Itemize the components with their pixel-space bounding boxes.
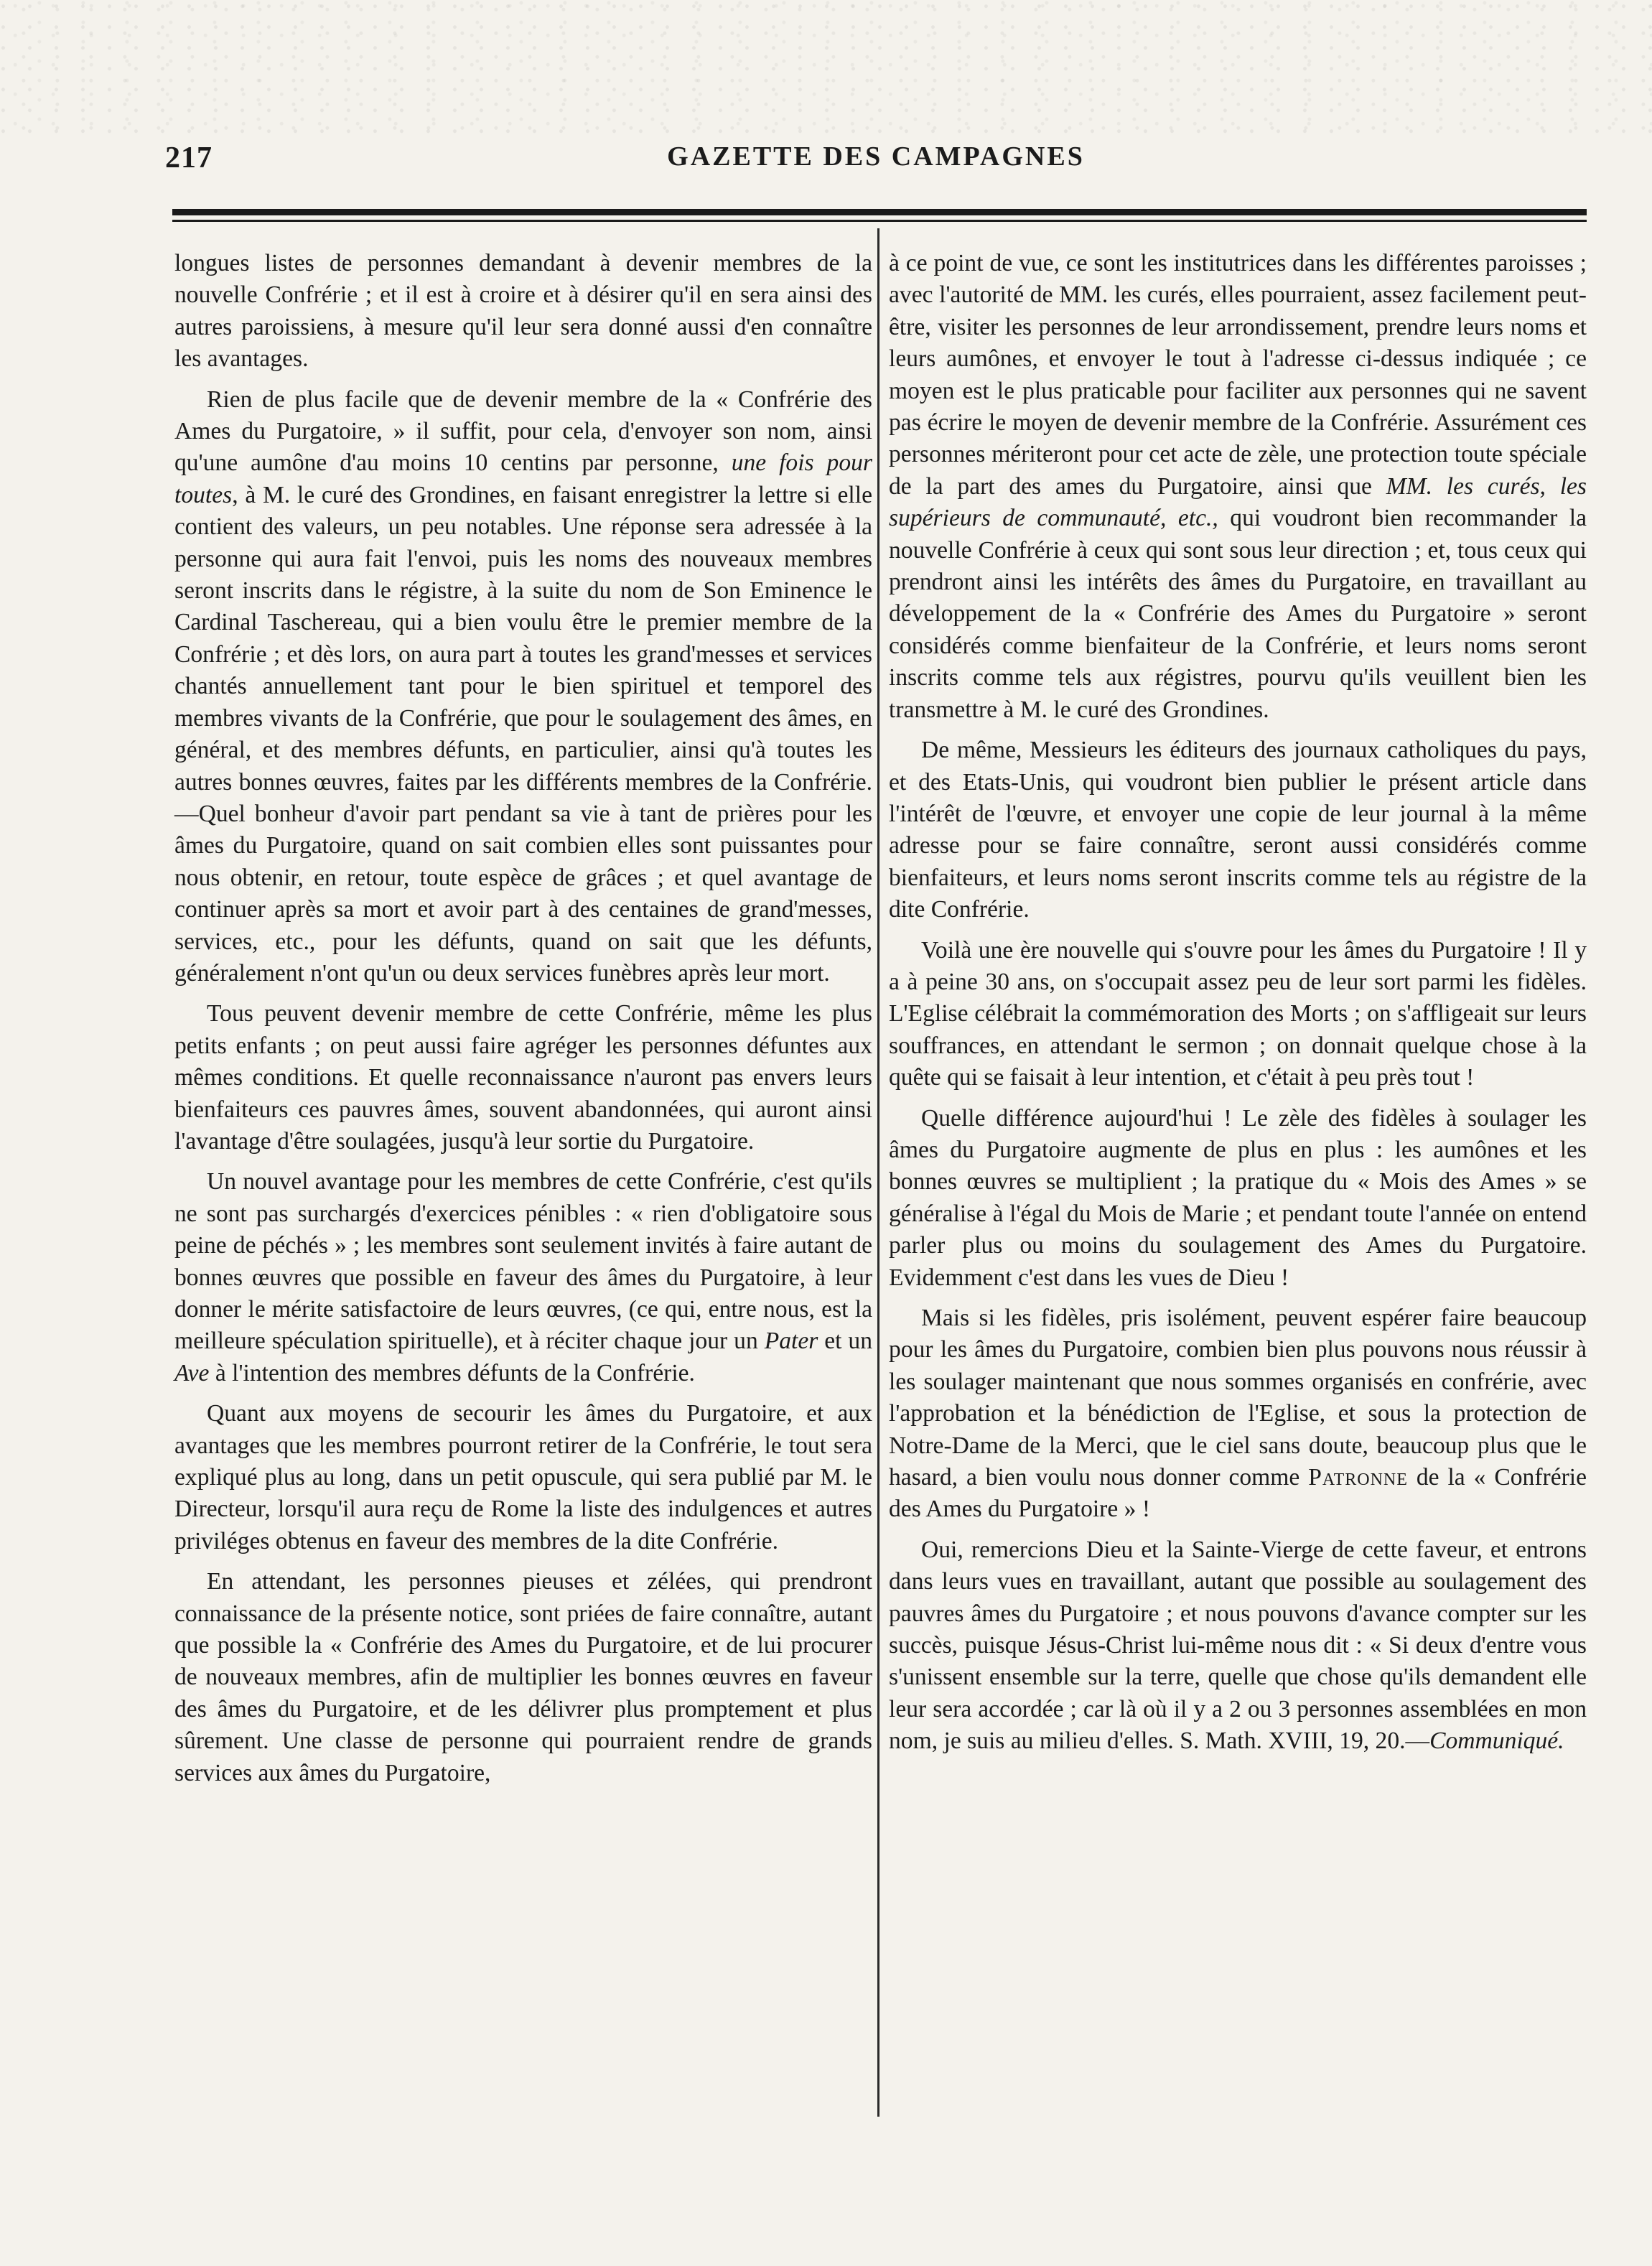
paragraph: De même, Messieurs les éditeurs des journaux catholiques du pays, et des Etats-Unis, qui voudront bien publier le présent article dans l'intérêt de l'œuvre, et envoyer une copie de leur journal à la même adresse pour se faire connaître, seront aussi considérés comme bienfaiteurs, et leurs noms seront inscrits comme tels au régistre de la dite Confrérie. xyxy=(889,737,1587,923)
small-caps-text: Patronne xyxy=(1308,1464,1408,1491)
right-column xyxy=(889,248,1587,1758)
header-rule-thick xyxy=(172,209,1587,215)
text-run: Rien de plus facile que de devenir membre de la « Confrérie des Ames du Purgatoire, » il suffit, pour cela, d'envoyer son nom, ainsi qu'une aumône d'au moins 10 centins par personne, xyxy=(174,386,872,477)
italic-text: une fois pour toutes xyxy=(174,449,872,508)
text-run: qui voudront bien recommander la nouvelle Confrérie à ceux qui sont sous leur direction ; et, tous ceux qui prendront ainsi les intérêts des âmes du Purgatoire, en travaillant au développement de la « Confrérie des Ames du Purgatoire » seront considérés comme bienfaiteur de la Confrérie, et leurs noms seront inscrits comme tels aux régistres, pourvu qu'ils veuillent bien les transmettre à M. le curé des Grondines. xyxy=(889,505,1587,723)
text-run: Oui, remercions Dieu et la Sainte-Vierge de cette faveur, et entrons dans leurs vues en travaillant, autant que possible au soulagement des pauvres âmes du Purgatoire ; et nous pouvons d'avance compter sur les succès, puisque Jésus-Christ lui-même nous dit : « Si deux d'entre vous s'unissent ensemble sur la terre, quelle que chose qu'ils demandent elle leur sera accordée ; car là où il y a 2 ou 3 personnes assemblées en mon nom, je suis au milieu d'elles. S. Math. XVIII, 19, 20.— xyxy=(889,1536,1587,1755)
paragraph: En attendant, les personnes pieuses et zélées, qui prendront connaissance de la présente notice, sont priées de faire connaître, autant que possible la « Confrérie des Ames du Purgatoire, et de lui procurer de nouveaux membres, afin de multiplier les bonnes œuvres en faveur des âmes du Purgatoire, et de les délivrer plus promptement et plus sûrement. Une classe de personne qui pourraient rendre de grands services aux âmes du Purgatoire, xyxy=(174,1568,872,1786)
column-divider xyxy=(877,228,879,2117)
paragraph xyxy=(174,384,872,990)
page-number: 217 xyxy=(165,141,213,174)
paragraph xyxy=(889,1302,1587,1526)
text-run: à ce point de vue, ce sont les institutrices dans les différentes paroisses ; avec l'autorité de MM. les curés, elles pourraient, assez facilement peut-être, visiter les personnes de leur arrondissement, prendre leurs noms et leurs aumônes, et envoyer le tout à l'adresse ci-dessus indiquée ; ce moyen est le plus praticable pour faciliter aux personnes qui ne savent pas écrire le moyen de devenir membre de la Confrérie. Assurément ces personnes mériteront pour cet acte de zèle, une protection toute spéciale de la part des ames du Purgatoire, ainsi que xyxy=(889,250,1587,500)
page-top-speckle xyxy=(0,0,1652,136)
text-run: et un xyxy=(818,1328,872,1355)
italic-text: MM. les curés, les supérieurs de communauté, etc., xyxy=(889,472,1587,532)
italic-text: Ave xyxy=(174,1359,210,1386)
text-run: à l'intention des membres défunts de la Confrérie. xyxy=(209,1359,695,1386)
paragraph: Voilà une ère nouvelle qui s'ouvre pour les âmes du Purgatoire ! Il y a à peine 30 ans, on s'occupait assez peu de leur sort parmi les fidèles. L'Eglise célébrait la commémoration des Morts ; on s'affligeait sur leurs souffrances, en attendant le sermon ; on donnait quelque chose à la quête qui se faisait à leur intention, et c'était à peu près tout ! xyxy=(889,936,1587,1091)
paragraph: longues listes de personnes demandant à devenir membres de la nouvelle Confrérie ; et il est à croire et à désirer qu'il en sera ainsi des autres paroissiens, à mesure qu'il leur sera donné aussi d'en connaître les avantages. xyxy=(174,250,872,373)
gazette-title: GAZETTE DES CAMPAGNES xyxy=(667,141,1085,172)
text-run: de la « Confrérie des Ames du Purgatoire » ! xyxy=(889,1464,1587,1523)
text-run: Un nouvel avantage pour les membres de cette Confrérie, c'est qu'ils ne sont pas surchargés d'exercices pénibles : « rien d'obligatoire sous peine de péchés » ; les membres sont seulement invités à faire autant de bonnes œuvres que possible en faveur des âmes du Purgatoire, à leur donner le mérite satisfactoire de leurs œuvres, (ce qui, entre nous, est la meilleure spéculation spirituelle), et à réciter chaque jour un xyxy=(174,1168,872,1355)
paragraph xyxy=(889,1534,1587,1758)
paragraph: Tous peuvent devenir membre de cette Confrérie, même les plus petits enfants ; on peut aussi faire agréger les personnes défuntes aux mêmes conditions. Et quelle reconnaissance n'auront pas envers leurs bienfaiteurs ces pauvres âmes, souvent abandonnées, qui auront ainsi l'avantage d'être soulagées, jusqu'à leur sortie du Purgatoire. xyxy=(174,1000,872,1155)
paragraph xyxy=(889,248,1587,726)
paragraph: Quelle différence aujourd'hui ! Le zèle des fidèles à soulager les âmes du Purgatoire augmente de plus en plus : les aumônes et les bonnes œuvres se multiplient ; la pratique du « Mois des Ames » se généralise à l'égal du Mois de Marie ; et pendant toute l'année on entend parler plus ou moins du soulagement des Ames du Purgatoire. Evidemment c'est dans les vues de Dieu ! xyxy=(889,1104,1587,1291)
page-header xyxy=(165,141,1587,184)
italic-text: Communiqué. xyxy=(1429,1728,1564,1755)
left-column xyxy=(174,248,872,1789)
text-run: Mais si les fidèles, pris isolément, peuvent espérer faire beaucoup pour les âmes du Purgatoire, combien bien plus pouvons nous réussir à les soulager maintenant que nous sommes organisés en confrérie, avec l'approbation et la bénédiction de l'Eglise, et sous la protection de Notre-Dame de la Merci, que le ciel sans doute, beaucoup plus que le hasard, a bien voulu nous donner comme xyxy=(889,1305,1587,1491)
header-rule-thin xyxy=(172,220,1587,222)
text-run: , à M. le curé des Grondines, en faisant enregistrer la lettre si elle contient des valeurs, un peu notables. Une réponse sera adressée à la personne qui aura fait l'envoi, puis les noms des nouveaux membres seront inscrits dans le régistre, à la suite du nom de Son Eminence le Cardinal Taschereau, qui a bien voulu être le premier membre de la Confrérie ; et dès lors, on aura part à toutes les grand'messes et services chantés annuellement tant pour le bien spirituel et temporel des membres vivants de la Confrérie, que pour le soulagement des âmes, en général, et des membres défunts, en particulier, ainsi qu'à toutes les autres bonnes œuvres, faites par les différents membres de la Confrérie. —Quel bonheur d'avoir part pendant sa vie à tant de prières pour les âmes du Purgatoire, quand on sait combien elles sont puissantes pour nous obtenir, en retour, toute espèce de grâces ; et quel avantage de continuer après sa mort et avoir part à des centaines de grand'messes, services, etc., pour les défunts, quand on sait que les défunts, généralement n'ont qu'un ou deux services funèbres après leur mort. xyxy=(174,481,872,987)
paragraph: Quant aux moyens de secourir les âmes du Purgatoire, et aux avantages que les membres pourront retirer de la Confrérie, le tout sera expliqué plus au long, dans un petit opuscule, qui sera publié par M. le Directeur, lorsqu'il aura reçu de Rome la liste des indulgences et autres priviléges obtenus en faveur des membres de la dite Confrérie. xyxy=(174,1400,872,1554)
italic-text: Pater xyxy=(764,1328,818,1355)
paragraph xyxy=(174,1166,872,1389)
